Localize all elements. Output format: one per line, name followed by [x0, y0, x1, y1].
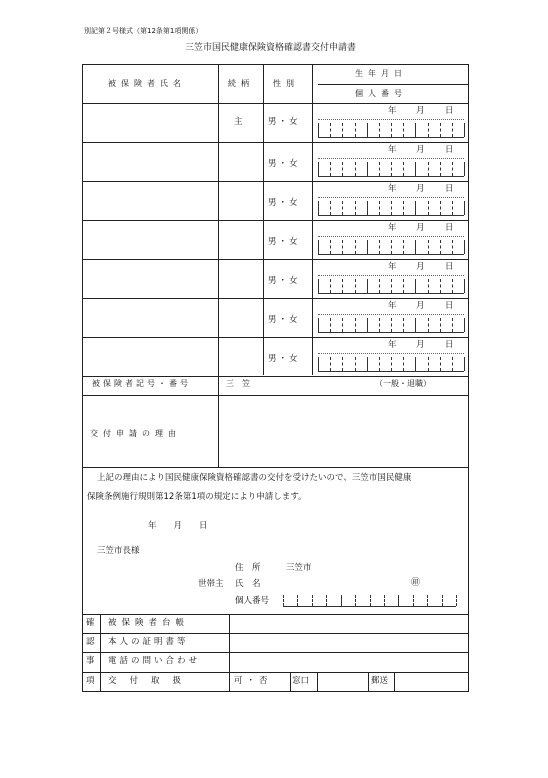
- address-label: 住 所: [235, 563, 261, 573]
- table-row: [82, 259, 469, 298]
- birthdate-unit: 日: [445, 145, 454, 155]
- header-gender: 性別: [273, 79, 299, 88]
- name-field[interactable]: [84, 183, 216, 218]
- gender-options[interactable]: 男・女: [268, 198, 300, 208]
- reason-field[interactable]: [220, 397, 466, 466]
- name-field[interactable]: [84, 222, 216, 257]
- personal-number-field[interactable]: [318, 318, 464, 333]
- birthdate-unit: 年: [388, 106, 397, 116]
- confirm-item-id: 本人の証明書等: [108, 637, 189, 647]
- address-value[interactable]: 三笠市: [286, 563, 312, 573]
- table-row: [82, 142, 469, 181]
- header-name: 被保険者氏名: [108, 79, 186, 88]
- birthdate-unit: 年: [388, 340, 397, 350]
- birthdate-unit: 日: [445, 106, 454, 116]
- birthdate-unit: 日: [445, 262, 454, 272]
- table-row: [82, 220, 469, 259]
- birthdate-unit: 日: [445, 340, 454, 350]
- personal-number-field[interactable]: [318, 279, 464, 294]
- birthdate-field[interactable]: [318, 197, 464, 198]
- birthdate-unit: 日: [445, 223, 454, 233]
- table-row: [82, 298, 469, 337]
- name-label: 氏 名: [235, 579, 261, 589]
- birthdate-unit: 年: [388, 184, 397, 194]
- gender-options[interactable]: 男・女: [268, 117, 300, 127]
- header-birthdate: 生年月日: [355, 69, 407, 78]
- gender-options[interactable]: 男・女: [268, 315, 300, 325]
- addressee: 三笠市長様: [97, 546, 140, 556]
- name-field[interactable]: [84, 339, 216, 374]
- gender-options[interactable]: 男・女: [268, 354, 300, 364]
- birthdate-unit: 月: [416, 184, 425, 194]
- table-row: [82, 337, 469, 376]
- header-personal-number: 個人番号: [355, 89, 407, 98]
- reason-label: 交付申請の理由: [90, 429, 181, 438]
- name-field[interactable]: [84, 300, 216, 335]
- relation-value[interactable]: 主: [234, 117, 243, 127]
- birthdate-unit: 年: [388, 262, 397, 272]
- form-title: 三笠市国民健康保険資格確認書交付申請書: [185, 43, 357, 53]
- confirm-side-2: 認: [86, 637, 95, 647]
- issue-options[interactable]: 可・否: [234, 676, 272, 686]
- insured-number-field[interactable]: [262, 377, 372, 391]
- personal-number-field[interactable]: [318, 162, 464, 177]
- name-field[interactable]: [84, 105, 216, 140]
- birthdate-field[interactable]: [318, 236, 464, 237]
- gender-options[interactable]: 男・女: [268, 159, 300, 169]
- confirm-item-phone: 電話の問い合わせ: [108, 656, 201, 666]
- personal-number-label: 個人番号: [235, 596, 270, 606]
- birthdate-field[interactable]: [318, 275, 464, 276]
- personal-number-field[interactable]: [318, 201, 464, 216]
- seal-icon: ㊞: [411, 578, 421, 588]
- personal-number-field[interactable]: [318, 240, 464, 255]
- confirm-side-1: 確: [86, 618, 95, 628]
- personal-number-field[interactable]: [318, 123, 464, 138]
- birthdate-field[interactable]: [318, 314, 464, 315]
- applicant-name-field[interactable]: [285, 578, 405, 590]
- confirm-side-3: 事: [86, 656, 95, 666]
- birthdate-unit: 月: [416, 223, 425, 233]
- issue-label: 交付取扱: [108, 676, 195, 686]
- form-number: 別記第２号様式（第12条第1項関係）: [84, 27, 203, 35]
- table-row: [82, 181, 469, 220]
- personal-number-boxes[interactable]: [283, 594, 456, 607]
- header-relation: 続柄: [228, 79, 254, 88]
- birthdate-field[interactable]: [318, 158, 464, 159]
- birthdate-unit: 月: [416, 106, 425, 116]
- birthdate-unit: 日: [445, 184, 454, 194]
- confirm-side-4: 項: [86, 676, 95, 686]
- gender-options[interactable]: 男・女: [268, 237, 300, 247]
- application-date: 年 月 日: [148, 521, 208, 531]
- gender-options[interactable]: 男・女: [268, 276, 300, 286]
- name-field[interactable]: [84, 144, 216, 179]
- insured-type: （一般・退職）: [375, 379, 431, 388]
- birthdate-field[interactable]: [318, 353, 464, 354]
- declaration-line-1: 上記の理由により国民健康保険資格確認書の交付を受けたいので、三笠市国民健康: [97, 473, 412, 483]
- birthdate-unit: 年: [388, 223, 397, 233]
- birthdate-unit: 年: [388, 145, 397, 155]
- confirm-item-ledger: 被保険者台帳: [108, 618, 190, 628]
- table-row: [82, 103, 469, 142]
- declaration-line-2: 保険条例施行規則第12条第1項の規定により申請します。: [87, 492, 307, 502]
- birthdate-unit: 月: [416, 301, 425, 311]
- insured-number-prefix: 三 笠: [226, 379, 250, 388]
- name-field[interactable]: [84, 261, 216, 296]
- head-of-household-label: 世帯主: [198, 579, 224, 589]
- issue-mail[interactable]: 郵送: [371, 676, 389, 686]
- birthdate-unit: 月: [416, 145, 425, 155]
- birthdate-field[interactable]: [318, 119, 464, 120]
- birthdate-unit: 月: [416, 262, 425, 272]
- issue-window[interactable]: 窓口: [292, 676, 310, 686]
- birthdate-unit: 年: [388, 301, 397, 311]
- birthdate-unit: 日: [445, 301, 454, 311]
- birthdate-unit: 月: [416, 340, 425, 350]
- insured-number-label: 被保険者記号・番号: [92, 379, 191, 388]
- personal-number-field[interactable]: [318, 357, 464, 372]
